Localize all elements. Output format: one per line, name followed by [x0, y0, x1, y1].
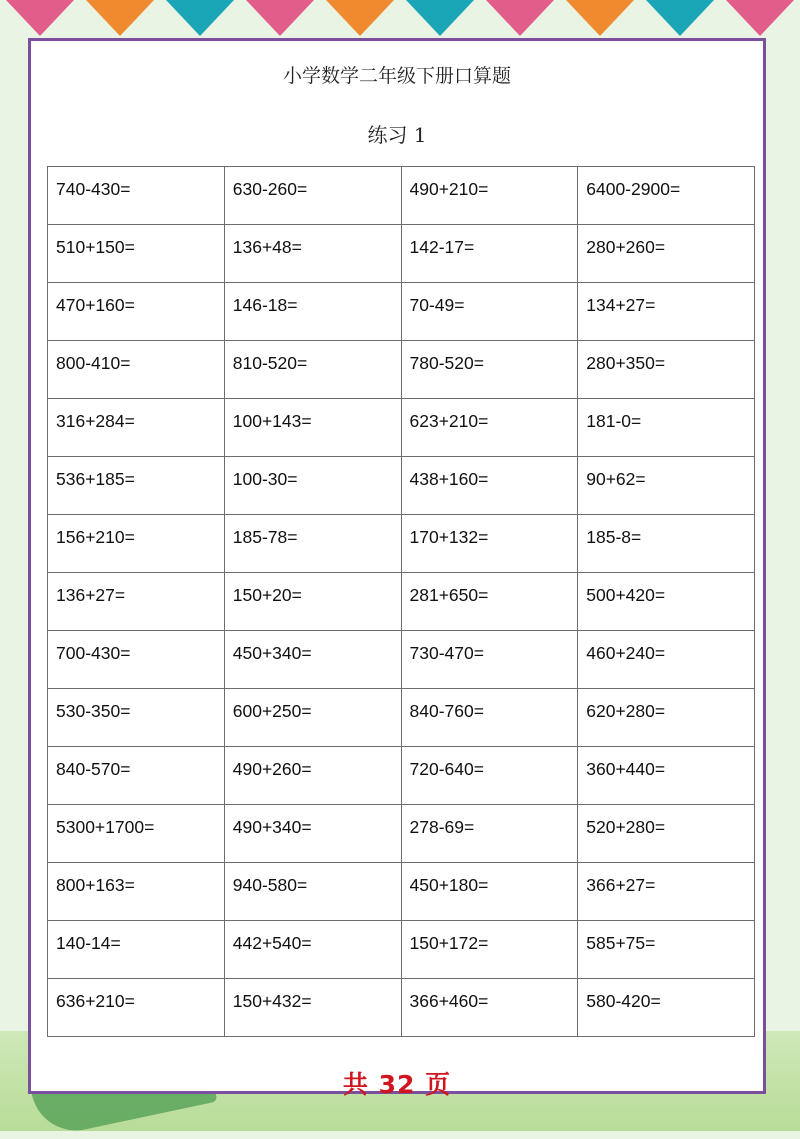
- problem-cell: 490+260=: [224, 747, 401, 805]
- problem-cell: 134+27=: [578, 283, 755, 341]
- flag: [6, 0, 74, 36]
- problem-cell: 5300+1700=: [48, 805, 225, 863]
- problem-row: [48, 167, 755, 225]
- problem-cell: 442+540=: [224, 921, 401, 979]
- problem-row: [48, 399, 755, 457]
- problem-cell: 490+340=: [224, 805, 401, 863]
- exercise-label: 练习 1: [367, 123, 427, 147]
- flag: [486, 0, 554, 36]
- problem-cell: 636+210=: [48, 979, 225, 1037]
- problem-cell: 156+210=: [48, 515, 225, 573]
- problem-cell: 780-520=: [401, 341, 578, 399]
- problem-row: [48, 457, 755, 515]
- problem-cell: 136+48=: [224, 225, 401, 283]
- problem-cell: 510+150=: [48, 225, 225, 283]
- problem-row: [48, 689, 755, 747]
- flag: [166, 0, 234, 36]
- problem-cell: 438+160=: [401, 457, 578, 515]
- problem-cell: 136+27=: [48, 573, 225, 631]
- problem-cell: 720-640=: [401, 747, 578, 805]
- problem-cell: 316+284=: [48, 399, 225, 457]
- flag: [86, 0, 154, 36]
- worksheet: [28, 38, 766, 1099]
- flag: [326, 0, 394, 36]
- problem-cell: 100-30=: [224, 457, 401, 515]
- problem-cell: 800+163=: [48, 863, 225, 921]
- problem-cell: 500+420=: [578, 573, 755, 631]
- problem-cell: 450+180=: [401, 863, 578, 921]
- problem-cell: 700-430=: [48, 631, 225, 689]
- problem-cell: 146-18=: [224, 283, 401, 341]
- flag: [566, 0, 634, 36]
- problem-row: [48, 515, 755, 573]
- problem-row: [48, 805, 755, 863]
- problem-cell: 600+250=: [224, 689, 401, 747]
- problem-cell: 170+132=: [401, 515, 578, 573]
- bunting-flags: [0, 0, 800, 40]
- problem-cell: 730-470=: [401, 631, 578, 689]
- problem-cell: 280+260=: [578, 225, 755, 283]
- flag: [726, 0, 794, 36]
- problem-cell: 6400-2900=: [578, 167, 755, 225]
- problem-cell: 366+460=: [401, 979, 578, 1037]
- problem-cell: 460+240=: [578, 631, 755, 689]
- problem-cell: 150+172=: [401, 921, 578, 979]
- problem-cell: 740-430=: [48, 167, 225, 225]
- problem-cell: 366+27=: [578, 863, 755, 921]
- problem-cell: 185-78=: [224, 515, 401, 573]
- flag: [646, 0, 714, 36]
- flag: [406, 0, 474, 36]
- problem-cell: 940-580=: [224, 863, 401, 921]
- problem-cell: 142-17=: [401, 225, 578, 283]
- problem-row: [48, 747, 755, 805]
- problem-cell: 580-420=: [578, 979, 755, 1037]
- problem-cell: 585+75=: [578, 921, 755, 979]
- problem-cell: 840-570=: [48, 747, 225, 805]
- problem-grid: [47, 166, 755, 1037]
- problem-cell: 620+280=: [578, 689, 755, 747]
- problem-cell: 100+143=: [224, 399, 401, 457]
- page-count: 共 32 页: [342, 1070, 452, 1099]
- problem-cell: 185-8=: [578, 515, 755, 573]
- problem-row: [48, 979, 755, 1037]
- problem-cell: 810-520=: [224, 341, 401, 399]
- worksheet-title: 小学数学二年级下册口算题: [282, 65, 511, 87]
- problem-cell: 70-49=: [401, 283, 578, 341]
- problem-cell: 140-14=: [48, 921, 225, 979]
- problem-row: [48, 341, 755, 399]
- problem-cell: 630-260=: [224, 167, 401, 225]
- problem-cell: 470+160=: [48, 283, 225, 341]
- problem-cell: 150+432=: [224, 979, 401, 1037]
- problem-cell: 281+650=: [401, 573, 578, 631]
- problem-cell: 840-760=: [401, 689, 578, 747]
- problem-row: [48, 225, 755, 283]
- problem-cell: 530-350=: [48, 689, 225, 747]
- problem-cell: 450+340=: [224, 631, 401, 689]
- problem-row: [48, 863, 755, 921]
- problem-cell: 800-410=: [48, 341, 225, 399]
- problem-cell: 520+280=: [578, 805, 755, 863]
- problem-cell: 536+185=: [48, 457, 225, 515]
- problem-cell: 150+20=: [224, 573, 401, 631]
- problem-row: [48, 921, 755, 979]
- problem-row: [48, 283, 755, 341]
- problem-cell: 278-69=: [401, 805, 578, 863]
- problem-cell: 280+350=: [578, 341, 755, 399]
- problem-cell: 90+62=: [578, 457, 755, 515]
- problem-row: [48, 631, 755, 689]
- flag: [246, 0, 314, 36]
- problem-cell: 490+210=: [401, 167, 578, 225]
- problem-cell: 181-0=: [578, 399, 755, 457]
- problem-row: [48, 573, 755, 631]
- problem-cell: 623+210=: [401, 399, 578, 457]
- problem-cell: 360+440=: [578, 747, 755, 805]
